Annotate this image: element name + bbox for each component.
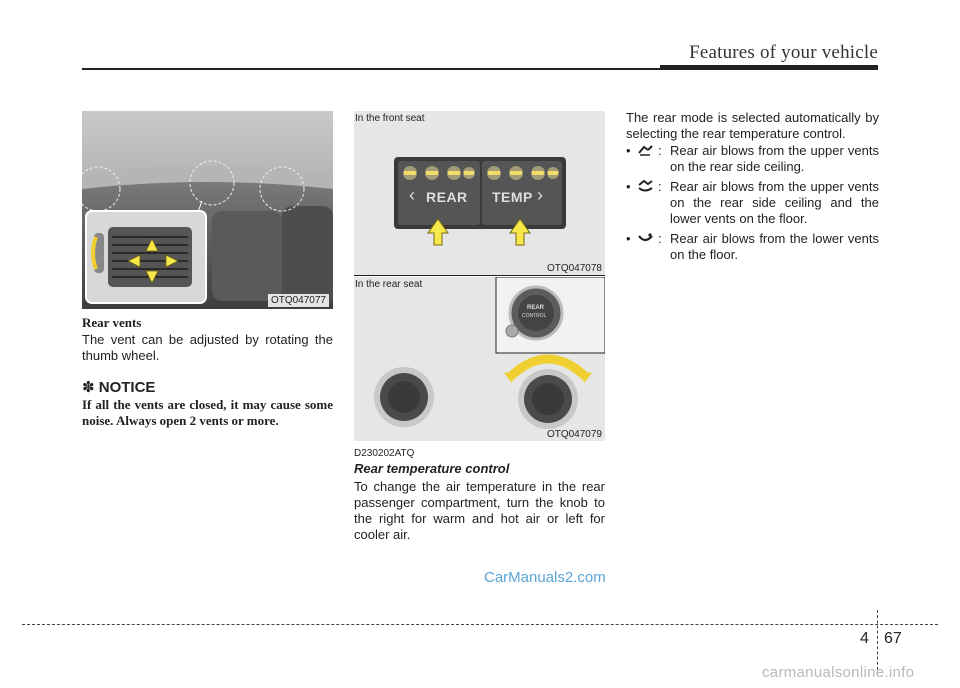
rear-panel-illustration [354,277,605,441]
right-chevron-icon: › [537,185,543,205]
knob-text-1: REAR [527,305,545,311]
chapter-number: 4 [860,630,869,647]
rear-seat-label: In the rear seat [355,279,423,290]
notice-title: ✽ NOTICE [82,379,156,396]
bi-level-mode-icon [636,179,658,193]
rear-vents-body: The vent can be adjusted by rotating the thumb wheel. [82,332,333,363]
watermark-link[interactable]: CarManuals2.com [484,569,606,586]
mode-bullet [626,231,879,263]
bullet-dot: • [626,179,631,194]
bottom-watermark: carmanualsonline.info [762,664,915,681]
rear-button-label: REAR [426,189,468,205]
rear-vent-illustration [82,111,333,309]
vent-photo-code: OTQ047077 [268,294,329,307]
mode-bullet [626,179,879,227]
section-code: D230202ATQ [354,448,415,459]
figure-divider [354,275,605,276]
section-title: Features of your vehicle [689,42,878,63]
knob-text-2: CONTROL [522,313,547,319]
bullet-text: Rear air blows from the upper vents on the rear side ceiling. [670,143,879,174]
bullet-dot: • [626,143,631,158]
rear-seat-panel-figure [354,277,605,441]
front-panel-illustration [354,111,605,275]
bullet-dot: • [626,231,631,246]
rear-temp-heading: Rear temperature control [354,461,510,476]
mode-bullet [626,143,879,175]
front-panel-code: OTQ047078 [546,263,602,274]
front-seat-label: In the front seat [355,113,425,124]
rear-mode-intro: The rear mode is selected automatically by selecting the rear temperature control. [626,110,879,141]
temp-button-label: TEMP [492,189,533,205]
left-chevron-icon: ‹ [409,185,415,205]
front-seat-panel-figure [354,111,605,275]
upper-vent-mode-icon [636,143,658,157]
rear-temp-body: To change the air temperature in the rear passenger compartment, turn the knob to the right for warm and hot air or left for cooler air. [354,479,605,542]
notice-body: If all the vents are closed, it may cause some noise. Always open 2 vents or more. [82,397,333,428]
bullet-text: Rear air blows from the lower vents on the floor. [670,231,879,262]
bullet-colon: : [658,143,662,158]
bullet-colon: : [658,179,662,194]
page-number: 67 [884,630,902,647]
floor-mode-icon [636,231,658,245]
rear-vent-photo [82,111,333,309]
rear-panel-code: OTQ047079 [546,429,602,440]
bullet-text: Rear air blows from the upper vents on the rear side ceiling and the lower vents on the floor. [670,179,879,226]
header-rule-accent [660,65,878,70]
bullet-colon: : [658,231,662,246]
footer-rule [22,624,938,625]
rear-vents-heading: Rear vents [82,315,142,330]
mode-bullet-list [626,143,879,263]
